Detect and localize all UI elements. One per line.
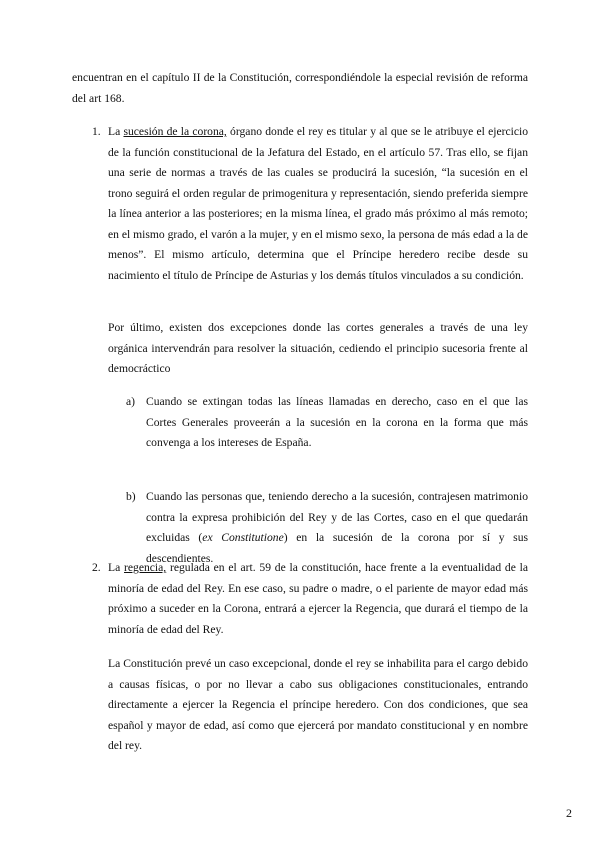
item1-paragraph [108, 122, 528, 286]
item1-paragraph-2: Por último, existen dos excepciones donde las cortes generales a través de una ley orgánica intervendrán para resolver la situación, cediendo el principio sucesoria frente al democráctico [108, 321, 528, 375]
sub-b-text-pre: Cuando las personas que, teniendo derecho a la sucesión, contrajesen matrimonio contra la expresa prohibición del Rey y de las Cortes, caso en el que quedarán excluidas ( [146, 490, 528, 544]
item1-term: sucesión de la corona, [123, 125, 227, 138]
item1-lead: La [108, 125, 121, 138]
item1-number: 1. [92, 125, 101, 138]
item2-term: regencia, [124, 561, 167, 574]
item2-lead: La [108, 561, 121, 574]
item2-text: regulada en el art. 59 de la constitución, hace frente a la eventualidad de la minoría de edad del Rey. En ese caso, su padre o madre, o el pariente de mayor edad más próximo a suceder en la Corona, entrará a ejercer la Regencia, que durará el tiempo de la minoría de edad del Rey. [108, 561, 528, 636]
sub-a-paragraph: Cuando se extingan todas las líneas llamadas en derecho, caso en el que las Cortes Generales proveerán a la sucesión en la corona en la forma que más convenga a los intereses de España. [146, 395, 528, 449]
sub-b-paragraph [146, 487, 528, 569]
sub-a-number: a) [126, 395, 136, 408]
sub-b-number: b) [126, 490, 136, 503]
sub-b-italic: ex Constitutione [202, 531, 284, 544]
item2-paragraph-2: La Constitución prevé un caso excepcional, donde el rey se inhabilita para el cargo debido a causas físicas, o por no llevar a cabo sus obligaciones constitucionales, entrando directamente a ejercer la Regencia el príncipe heredero. Con dos condiciones, que sea español y mayor de edad, así como que ejercerá por mandato constitucional y en nombre del rey. [108, 657, 528, 752]
item2-paragraph [108, 558, 528, 640]
intro-paragraph: encuentran en el capítulo II de la Constitución, correspondiéndole la especial revisión de reforma del art 168. [72, 71, 528, 105]
sub-b-text-post: ) en la sucesión de la corona por sí y sus descendientes. [146, 531, 529, 565]
page-number: 2 [566, 806, 572, 820]
item1-text: órgano donde el rey es titular y al que se le atribuye el ejercicio de la función constitucional de la Jefatura del Estado, en el artículo 57. Tras ello, se fijan una serie de normas a través de las cuales se producirá la sucesión, “la sucesión en el trono seguirá el orden regular de primogenitura y representación, siendo preferida siempre la línea anterior a las posteriores; en la misma línea, el grado más próximo al más remoto; en el mismo grado, el varón a la mujer, y en el mismo sexo, la persona de más edad a la de menos”. El mismo artículo, determina que el Príncipe heredero recibe desde su nacimiento el título de Príncipe de Asturias y los demás títulos vinculados a su condición. [108, 125, 528, 282]
item2-number: 2. [92, 561, 101, 574]
